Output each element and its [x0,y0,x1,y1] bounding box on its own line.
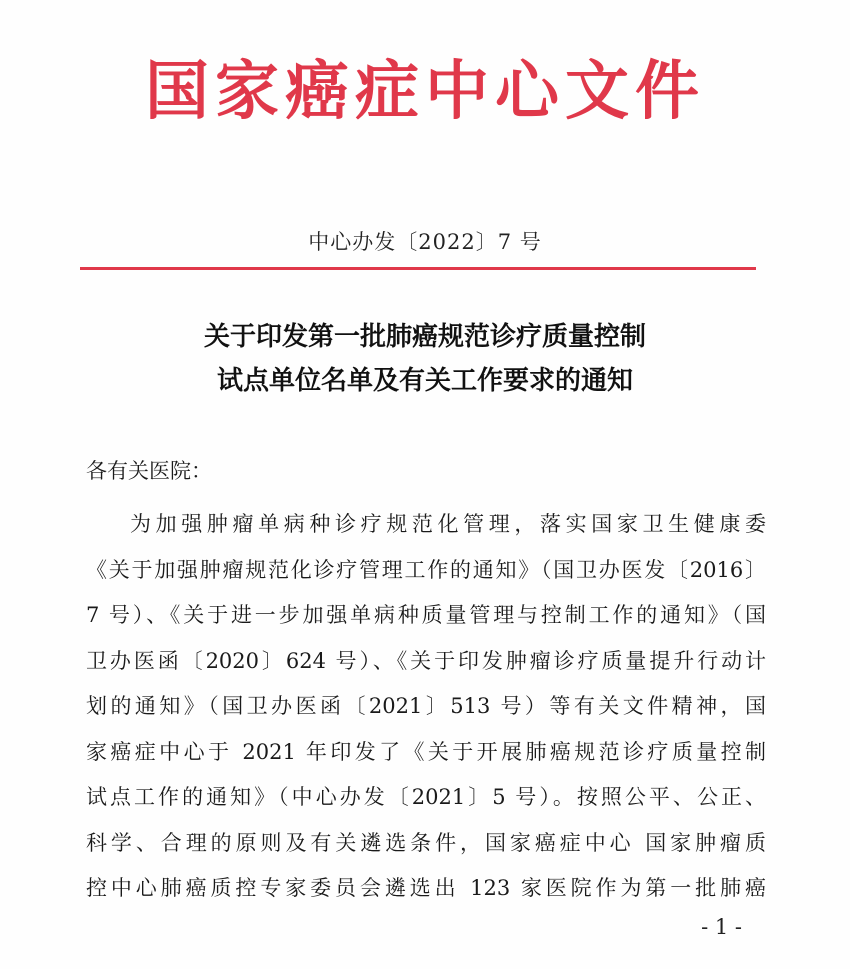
notice-title-line-2: 试点单位名单及有关工作要求的通知 [216,366,633,396]
red-divider-line [80,267,756,270]
body-line: 家癌症中心于 2021 年印发了《关于开展肺癌规范诊疗质量控制 [86,739,766,764]
body-line: 控中心肺癌质控专家委员会遴选出 123 家医院作为第一批肺癌 [86,876,766,900]
document-number: 中心办发〔2022〕7 号 [308,230,542,254]
body-line: 《关于加强肿瘤规范化诊疗管理工作的通知》（国卫办医发〔2016〕 [86,557,766,582]
document-header-title: 国家癌症中心文件 [145,54,705,129]
salutation: 各有关医院： [86,459,212,483]
notice-title [0,315,850,403]
body-line: 7 号）、《关于进一步加强单病种质量管理与控制工作的通知》（国 [86,603,766,627]
body-text [86,502,766,912]
notice-title-line-1: 关于印发第一批肺癌规范诊疗质量控制 [203,322,646,352]
body-line: 划的通知》（国卫办医函〔2021〕513 号）等有关文件精神，国 [86,694,766,718]
body-line: 科学、合理的原则及有关遴选条件，国家癌症中心 国家肿瘤质 [86,830,766,855]
body-line: 卫办医函〔2020〕624 号）、《关于印发肿瘤诊疗质量提升行动计 [86,648,766,673]
page-number: - 1 - [701,915,742,939]
body-line: 为加强肿瘤单病种诊疗规范化管理，落实国家卫生健康委 [130,512,766,536]
body-line: 试点工作的通知》（中心办发〔2021〕5 号）。按照公平、公正、 [86,785,766,809]
